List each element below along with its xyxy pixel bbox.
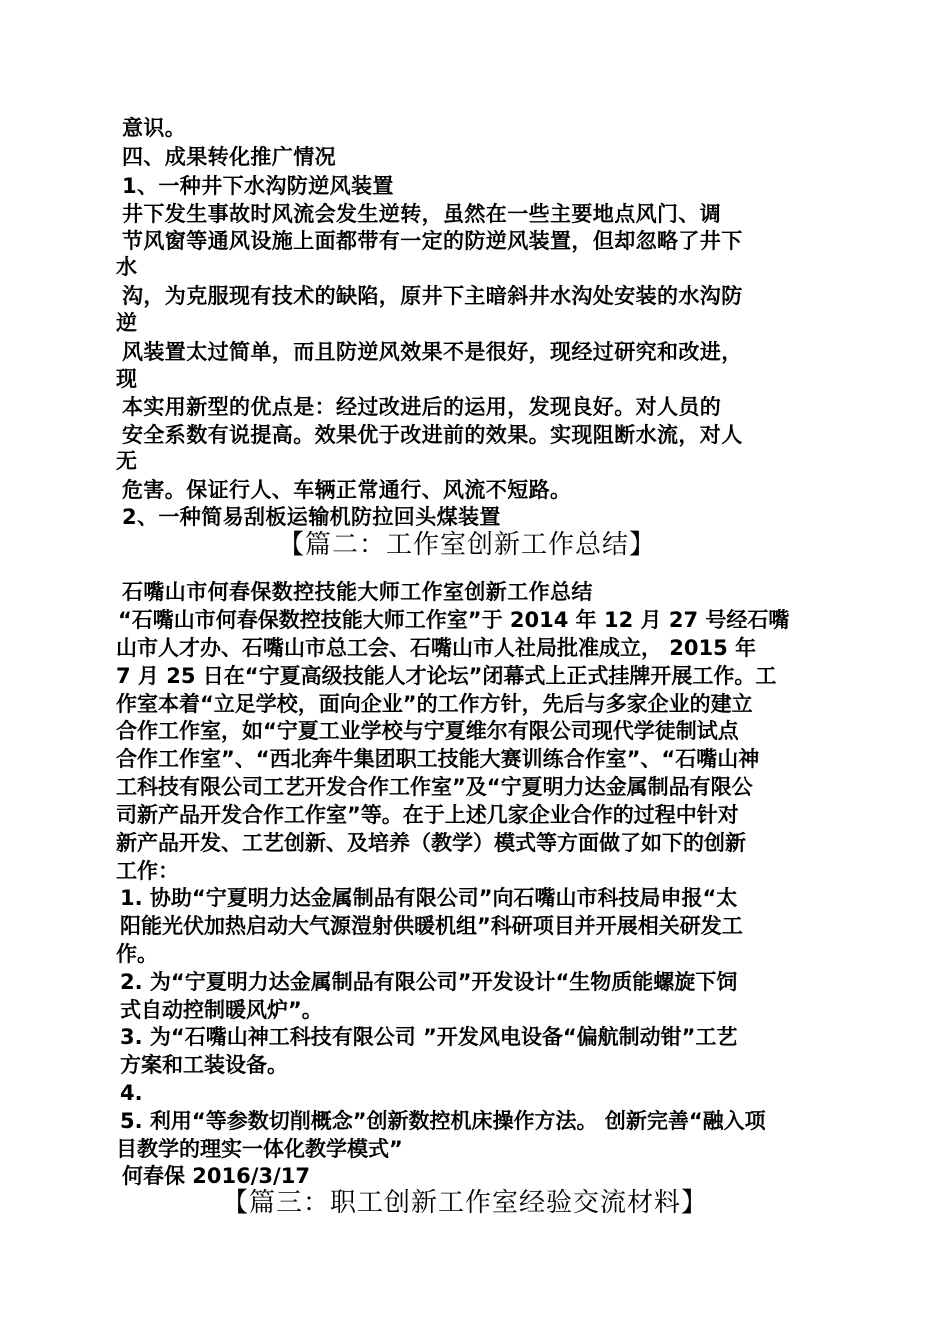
list-item-continuation: 方案和工装设备。 xyxy=(120,1053,288,1077)
list-item: 1. 协助“宁夏明力达金属制品有限公司”向石嘴山市科技局申报“太 xyxy=(120,886,738,910)
text-line: 无 xyxy=(116,449,138,473)
text-line: 合作工作室，如“宁夏工业学校与宁夏维尔有限公司现代学徒制试点 xyxy=(116,719,739,743)
text-line: 安全系数有说提高。效果优于改进前的效果。实现阻断水流，对人 xyxy=(122,423,743,447)
text-line: 意识。 xyxy=(122,116,187,140)
article-title: 石嘴山市何春保数控技能大师工作室创新工作总结 xyxy=(122,580,593,604)
list-item: 3. 为“石嘴山神工科技有限公司 ”开发风电设备“偏航制动钳”工艺 xyxy=(120,1025,738,1049)
text-line: 司新产品开发合作工作室”等。在于上述几家企业合作的过程中针对 xyxy=(116,803,739,827)
text-line: “石嘴山市何春保数控技能大师工作室”于 2014 年 12 月 27 号经石嘴 xyxy=(118,608,790,632)
text-line: 本实用新型的优点是：经过改进后的运用，发现良好。对人员的 xyxy=(122,395,722,419)
text-line: 水 xyxy=(116,255,138,279)
list-item: 2. 为“宁夏明力达金属制品有限公司”开发设计“生物质能螺旋下饲 xyxy=(120,970,738,994)
text-line: 逆 xyxy=(116,311,138,335)
text-line: 井下发生事故时风流会发生逆转，虽然在一些主要地点风门、调 xyxy=(122,202,722,226)
text-line: 危害。保证行人、车辆正常通行、风流不短路。 xyxy=(122,478,572,502)
list-item: 4. xyxy=(120,1081,143,1105)
text-line: 现 xyxy=(116,367,138,391)
text-line: 风装置太过简单，而且防逆风效果不是很好，现经过研究和改进， xyxy=(122,340,743,364)
text-line: 山市人才办、石嘴山市总工会、石嘴山市人社局批准成立， 2015 年 xyxy=(116,636,757,660)
list-item-continuation: 式自动控制暖风炉”。 xyxy=(120,998,323,1022)
section-subheading: 四、成果转化推广情况 xyxy=(122,145,336,169)
list-item-continuation: 作。 xyxy=(116,942,158,966)
list-item-continuation: 目教学的理实一体化教学模式” xyxy=(116,1137,403,1161)
list-item-continuation: 阳能光伏加热启动大气源溰射供暖机组”科研项目并开展相关研发工 xyxy=(120,914,743,938)
section-heading: 【篇三：职工创新工作室经验交流材料】 xyxy=(222,1188,709,1218)
signature-date: 何春保 2016/3/17 xyxy=(122,1164,310,1188)
text-line: 节风窗等通风设施上面都带有一定的防逆风装置，但却忽略了井下 xyxy=(122,229,743,253)
text-line: 7 月 25 日在“宁夏高级技能人才论坛”闭幕式上正式挂牌开展工作。工 xyxy=(116,664,777,688)
list-item: 5. 利用“等参数切削概念”创新数控机床操作方法。 创新完善“融入项 xyxy=(120,1109,766,1133)
text-line: 作室本着“立足学校，面向企业”的工作方针，先后与多家企业的建立 xyxy=(116,692,753,716)
text-line: 工作： xyxy=(116,859,179,883)
item-heading: 2、一种简易刮板运输机防拉回头煤装置 xyxy=(122,505,501,529)
item-heading: 1、一种井下水沟防逆风装置 xyxy=(122,174,394,198)
text-line: 新产品开发、工艺创新、及培养（教学）模式等方面做了如下的创新 xyxy=(116,831,746,855)
text-line: 沟，为克服现有技术的缺陷，原井下主暗斜井水沟处安装的水沟防 xyxy=(122,284,743,308)
text-line: 工科技有限公司工艺开发合作工作室”及“宁夏明力达金属制品有限公 xyxy=(116,775,753,799)
text-line: 合作工作室”、“西北奔牛集团职工技能大赛训练合作室”、“石嘴山神 xyxy=(116,747,760,771)
section-heading: 【篇二：工作室创新工作总结】 xyxy=(278,530,657,560)
